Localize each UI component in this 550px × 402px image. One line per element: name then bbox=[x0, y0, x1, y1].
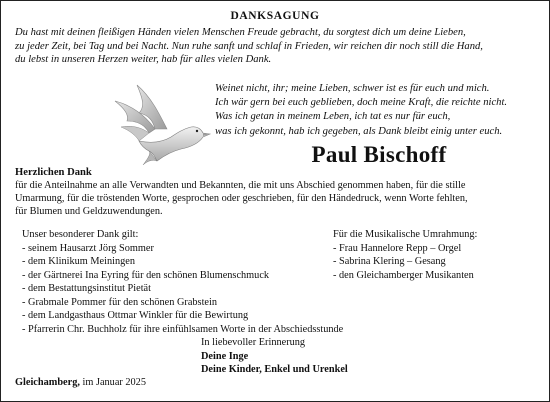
poem-line: was ich gekonnt, hab ich gegeben, als Dank bleibt einig unter euch. bbox=[215, 125, 503, 137]
poem-line: Weinet nicht, ihr; meine Lieben, schwer ist es für euch und mich. bbox=[215, 83, 490, 94]
thanks-line: für die Anteilnahme an alle Verwandten und Bekannten, die mit uns Abschied genommen haben, für die stille bbox=[15, 180, 466, 191]
list-item: - seinem Hausarzt Jörg Sommer bbox=[22, 242, 154, 254]
list-item: - dem Klinikum Meiningen bbox=[22, 256, 135, 267]
list-item: - Sabrina Klering – Gesang bbox=[333, 256, 446, 267]
dove-icon bbox=[109, 83, 213, 165]
music-thanks-list bbox=[333, 228, 543, 282]
signature-line: Deine Inge bbox=[201, 350, 249, 362]
closing-line: In liebevoller Erinnerung bbox=[201, 337, 306, 348]
deceased-name: Paul Bischoff bbox=[311, 142, 447, 167]
closing-block bbox=[201, 336, 451, 377]
list-item: - dem Landgasthaus Ottmar Winkler für die Bewirtung bbox=[22, 310, 249, 321]
poem-line: Ich wär gern bei euch geblieben, doch meine Kraft, die reichte nicht. bbox=[215, 97, 508, 109]
thanks-text bbox=[15, 179, 540, 219]
list-item: - der Gärtnerei Ina Eyring für den schönen Blumenschmuck bbox=[22, 269, 270, 281]
intro-line: zu jeder Zeit, bei Tag und bei Nacht. Nun ruhe sanft und schlaf in Frieden, wir reichen dir noch still die Hand, bbox=[15, 40, 483, 52]
poem-text bbox=[215, 82, 540, 139]
list-item: - den Gleichamberger Musikanten bbox=[333, 269, 474, 281]
intro-line: du lebst in unseren Herzen weiter, hab für alles vielen Dank. bbox=[15, 54, 272, 66]
intro-line: Du hast mit deinen fleißigen Händen vielen Menschen Freude gebracht, du sorgtest dich um deine Lieben, bbox=[15, 27, 466, 38]
list-item: - Frau Hannelore Repp – Orgel bbox=[333, 242, 462, 254]
poem-line: Was ich getan in meinem Leben, ich tat es nur für euch, bbox=[215, 111, 451, 123]
thanks-line: Umarmung, für die tröstenden Worte, gesprochen oder geschrieben, für den Händedruck, wenn Worte fehlten, bbox=[15, 193, 468, 205]
intro-text bbox=[15, 26, 540, 67]
list-item: - Pfarrerin Chr. Buchholz für ihre einfühlsamen Worte in der Abschiedsstunde bbox=[22, 323, 344, 335]
thanks-line: für Blumen und Geldzuwendungen. bbox=[15, 206, 163, 218]
signature-line: Deine Kinder, Enkel und Urenkel bbox=[201, 364, 348, 376]
place: Gleichamberg, bbox=[15, 377, 80, 388]
list-item: - Grabmale Pommer für den schönen Grabstein bbox=[22, 296, 218, 308]
music-thanks-heading: Für die Musikalische Umrahmung: bbox=[333, 229, 478, 240]
list-item: - dem Bestattungsinstitut Pietät bbox=[22, 283, 151, 294]
notice-title: DANKSAGUNG bbox=[230, 10, 320, 22]
place-date bbox=[15, 377, 146, 388]
special-thanks-list bbox=[22, 228, 344, 336]
special-thanks-heading: Unser besonderer Dank gilt: bbox=[22, 229, 139, 240]
thanks-heading: Herzlichen Dank bbox=[15, 167, 92, 178]
date: im Januar 2025 bbox=[79, 377, 146, 388]
